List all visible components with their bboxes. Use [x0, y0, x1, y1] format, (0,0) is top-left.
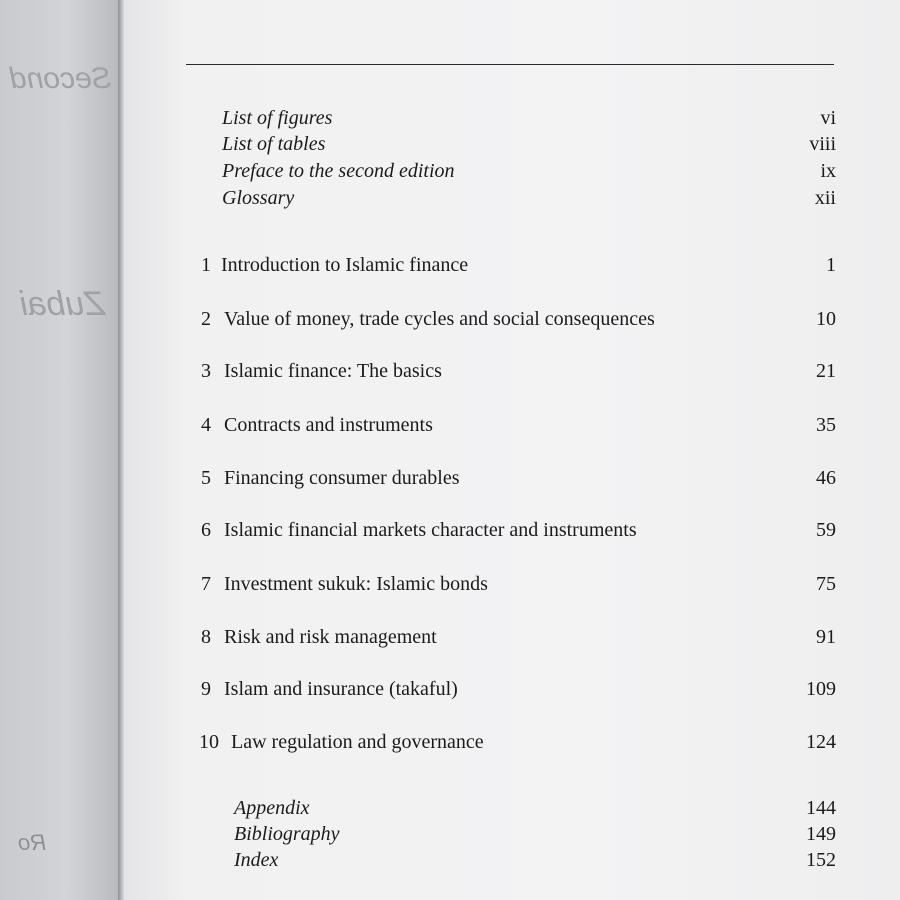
toc-entry-back-matter[interactable] — [0, 795, 900, 821]
toc-entry-chapter[interactable] — [0, 412, 900, 438]
toc-entry-chapter[interactable] — [0, 358, 900, 384]
toc-entry-front-matter[interactable] — [0, 158, 900, 184]
toc-entry-chapter[interactable] — [0, 252, 900, 278]
toc-entry-page: 152 — [806, 849, 836, 871]
header-rule — [186, 64, 834, 65]
toc-entry-title: Investment sukuk: Islamic bonds — [224, 573, 488, 595]
toc-entry-title: Introduction to Islamic finance — [221, 254, 469, 276]
toc-entry-title: Islam and insurance (takaful) — [224, 678, 458, 700]
toc-entry-title: Index — [234, 849, 279, 871]
toc-entry-chapter[interactable] — [0, 517, 900, 543]
toc-entry-page: 10 — [816, 308, 836, 330]
toc-entry-page: ix — [820, 160, 836, 182]
chapter-number: 10 — [199, 731, 219, 753]
toc-entry-title: Law regulation and governance — [231, 731, 484, 753]
toc-entry-page: 91 — [816, 626, 836, 648]
chapter-number: 9 — [201, 678, 211, 700]
toc-entry-page: 46 — [816, 467, 836, 489]
toc-entry-front-matter[interactable] — [0, 105, 900, 131]
chapter-number: 7 — [201, 573, 211, 595]
toc-entry-title: Bibliography — [234, 823, 340, 845]
spine-text: Second — [10, 62, 112, 95]
chapter-number: 2 — [201, 308, 211, 330]
toc-entry-page: vi — [820, 107, 836, 129]
toc-entry-chapter[interactable] — [0, 465, 900, 491]
toc-entry-page: 149 — [806, 823, 836, 845]
toc-entry-title: List of tables — [222, 133, 326, 155]
toc-entry-page: 21 — [816, 360, 836, 382]
toc-entry-title: Islamic financial markets character and instruments — [224, 519, 637, 541]
toc-entry-front-matter[interactable] — [0, 185, 900, 211]
toc-entry-title: Preface to the second edition — [222, 160, 455, 182]
spine-text: Ro — [18, 830, 47, 855]
toc-entry-front-matter[interactable] — [0, 131, 900, 157]
toc-entry-title: Islamic finance: The basics — [224, 360, 442, 382]
toc-entry-chapter[interactable] — [0, 306, 900, 332]
toc-entry-chapter[interactable] — [0, 571, 900, 597]
toc-entry-page: 59 — [816, 519, 836, 541]
chapter-number: 8 — [201, 626, 211, 648]
toc-entry-page: 109 — [806, 678, 836, 700]
toc-entry-page: 75 — [816, 573, 836, 595]
chapter-number: 3 — [201, 360, 211, 382]
toc-entry-page: 35 — [816, 414, 836, 436]
toc-entry-chapter[interactable] — [0, 624, 900, 650]
toc-entry-chapter[interactable] — [0, 676, 900, 702]
toc-entry-title: List of figures — [222, 107, 333, 129]
toc-entry-title: Value of money, trade cycles and social consequences — [224, 308, 655, 330]
toc-entry-title: Contracts and instruments — [224, 414, 433, 436]
toc-entry-page: viii — [809, 133, 836, 155]
spine-text: Zubai — [20, 285, 106, 323]
toc-entry-page: 1 — [826, 254, 836, 276]
toc-entry-chapter[interactable] — [0, 729, 900, 755]
toc-entry-title: Glossary — [222, 187, 295, 209]
chapter-number: 6 — [201, 519, 211, 541]
toc-entry-back-matter[interactable] — [0, 847, 900, 873]
toc-entry-title: Financing consumer durables — [224, 467, 460, 489]
chapter-number: 5 — [201, 467, 211, 489]
chapter-number: 1 — [201, 254, 211, 276]
toc-entry-page: 144 — [806, 797, 836, 819]
toc-entry-title: Risk and risk management — [224, 626, 437, 648]
toc-entry-page: xii — [814, 187, 836, 209]
toc-entry-title: Appendix — [234, 797, 310, 819]
chapter-number: 4 — [201, 414, 211, 436]
toc-entry-back-matter[interactable] — [0, 821, 900, 847]
toc-entry-page: 124 — [806, 731, 836, 753]
